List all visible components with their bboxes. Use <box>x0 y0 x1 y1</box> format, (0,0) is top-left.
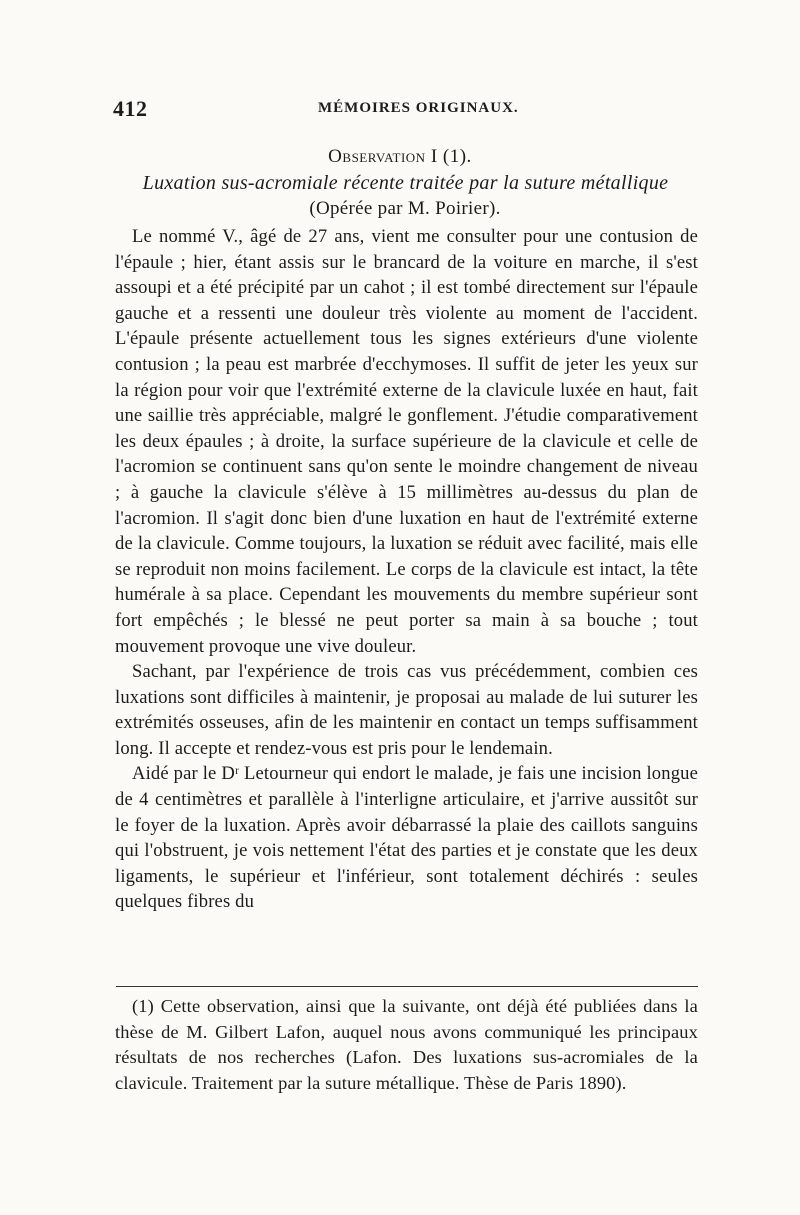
body-paragraph: Sachant, par l'expérience de trois cas vus précédemment, combien ces luxations sont difficiles à maintenir, je proposai au malade de lui suturer les extrémités osseuses, afin de les maintenir en contact un temps suffisamment long. Il accepte et rendez-vous est pris pour le lendemain. <box>115 661 698 759</box>
running-head: MÉMOIRES ORIGINAUX. <box>318 100 519 116</box>
footnote-divider <box>116 986 698 987</box>
observation-title <box>0 146 800 168</box>
footnote <box>115 994 698 1096</box>
footnote-text: (1) Cette observation, ainsi que la suivante, ont déjà été publiées dans la thèse de M. Gilbert Lafon, auquel nous avons communiqué les principaux résultats de nos recherches (Lafon. Des luxations sus-acromiales de la clavicule. Traitement par la suture métallique. Thèse de Paris 1890). <box>115 996 698 1093</box>
observation-title-text: Observation I (1). <box>328 146 472 167</box>
page-number: 412 <box>113 96 148 121</box>
observation-subtitle: Luxation sus-acromiale récente traitée par la suture métallique <box>142 172 669 194</box>
body-paragraph: Aidé par le Dʳ Letourneur qui endort le malade, je fais une incision longue de 4 centimètres et parallèle à l'interligne articulaire, et j'arrive aussitôt sur le foyer de la luxation. Après avoir débarrassé la plaie des caillots sanguins qui l'obstruent, je vois nettement l'état des parties et je constate que les deux ligaments, le supérieur et l'inférieur, sont totalement déchirés : seules quelques fibres du <box>115 763 698 913</box>
page-header <box>113 96 698 126</box>
body-paragraph: Le nommé V., âgé de 27 ans, vient me consulter pour une contusion de l'épaule ; hier, étant assis sur le brancard de la voiture en marche, il s'est assoupi et a été précipité par un cahot ; il est tombé directement sur l'épaule gauche et a ressenti une douleur très violente au moment de l'accident. L'épaule présente actuellement tous les signes extérieurs d'une violente contusion ; la peau est marbrée d'ecchymoses. Il suffit de jeter les yeux sur la région pour voir que l'extrémité externe de la clavicule luxée en haut, fait une saillie très appréciable, malgré le gonflement. J'étudie comparativement les deux épaules ; à droite, la surface supérieure de la clavicule et celle de l'acromion se continuent sans qu'on sente le moindre changement de niveau ; à gauche la clavicule s'élève à 15 millimètres au-dessus du plan de l'acromion. Il s'agit donc bien d'une luxation en haut de l'extrémité externe de la clavicule. Comme toujours, la luxation se réduit avec facilité, mais elle se reproduit non moins facilement. Le corps de la clavicule est intact, la tête humérale à sa place. Cependant les mouvements du membre supérieur sont fort empêchés ; le blessé ne peut porter sa main à sa bouche ; tout mouvement provoque une vive douleur. <box>115 226 698 657</box>
body-text <box>115 224 698 915</box>
observation-operator: (Opérée par M. Poirier). <box>309 198 501 219</box>
